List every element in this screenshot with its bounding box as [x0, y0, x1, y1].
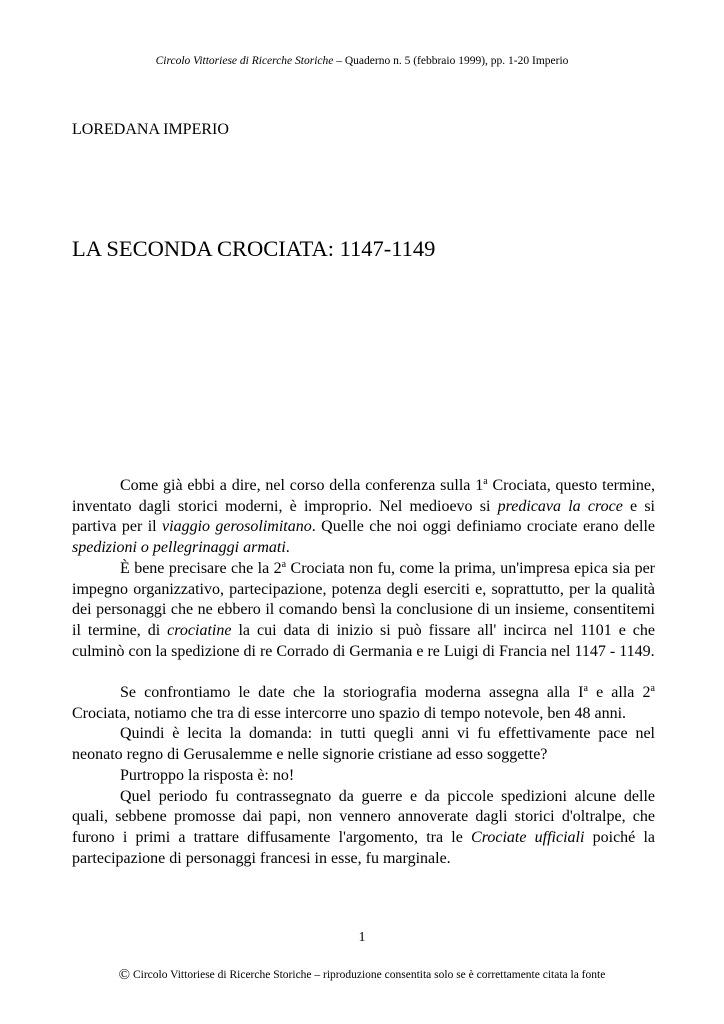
- article-body: [72, 476, 655, 869]
- running-header: [0, 55, 724, 67]
- journal-name: Circolo Vittoriese di Ricerche Storiche: [155, 55, 334, 67]
- issue-info: – Quaderno n. 5 (febbraio 1999), pp. 1-20 Imperio: [333, 55, 569, 67]
- article-title: LA SECONDA CROCIATA: 1147-1149: [72, 236, 436, 261]
- copyright-symbol: ©: [118, 967, 131, 983]
- author-name: LOREDANA IMPERIO: [72, 121, 229, 138]
- paragraph-6: Quel periodo fu contrassegnato da guerre e da piccole spedizioni alcune delle quali, sebbene promosse dai papi, non vennero annoverate dagli storici d'oltralpe, che furono i primi a trattare diffusamente l'argomento, tra le Crociate ufficiali poiché la partecipazione di personaggi francesi in esse, fu marginale.: [72, 787, 656, 867]
- paragraph-3: Se confrontiamo le date che la storiografia moderna assegna alla $I^a$ e alla 2$^a$ Crociata, notiamo che tra di esse intercorre uno spazio di tempo notevole, ben 48 anni.: [72, 683, 655, 722]
- paragraph-5: Purtroppo la risposta è: no!: [120, 766, 295, 784]
- paragraph-2: È bene precisare che la 2$^a$ Crociata non fu, come la prima, un'impresa epica sia per impegno organizzativo, partecipazione, potenza degli eserciti e, soprattutto, per la qualità dei personaggi che ne ebbero il comando bensì la conclusione di un insieme, consentitemi il termine, di crociatine la cui data di inizio si può fissare all' incirca nel 1101 e che culminò con la spedizione di re Corrado di Germania e re Luigi di Francia nel 1147 - 1149.: [72, 558, 655, 660]
- copyright-footer: [0, 967, 724, 984]
- copyright-text: Circolo Vittoriese di Ricerche Storiche – riproduzione consentita solo se è correttamente citata la fonte: [130, 969, 606, 981]
- paragraph-1: Come già ebbi a dire, nel corso della conferenza sulla 1$^a$ Crociata, questo termine, inventato dagli storici moderni, è improprio. Nel medioevo si predicava la croce e si partiva per il viaggio gerosolimitano. Quelle che noi oggi definiamo crociate erano delle spedizioni o pellegrinaggi armati.: [72, 476, 656, 557]
- paragraph-4: Quindi è lecita la domanda: in tutti quegli anni vi fu effettivamente pace nel neonato regno di Gerusalemme e nelle signorie cristiane ad esso soggette?: [72, 725, 655, 764]
- page-number: 1: [358, 930, 366, 945]
